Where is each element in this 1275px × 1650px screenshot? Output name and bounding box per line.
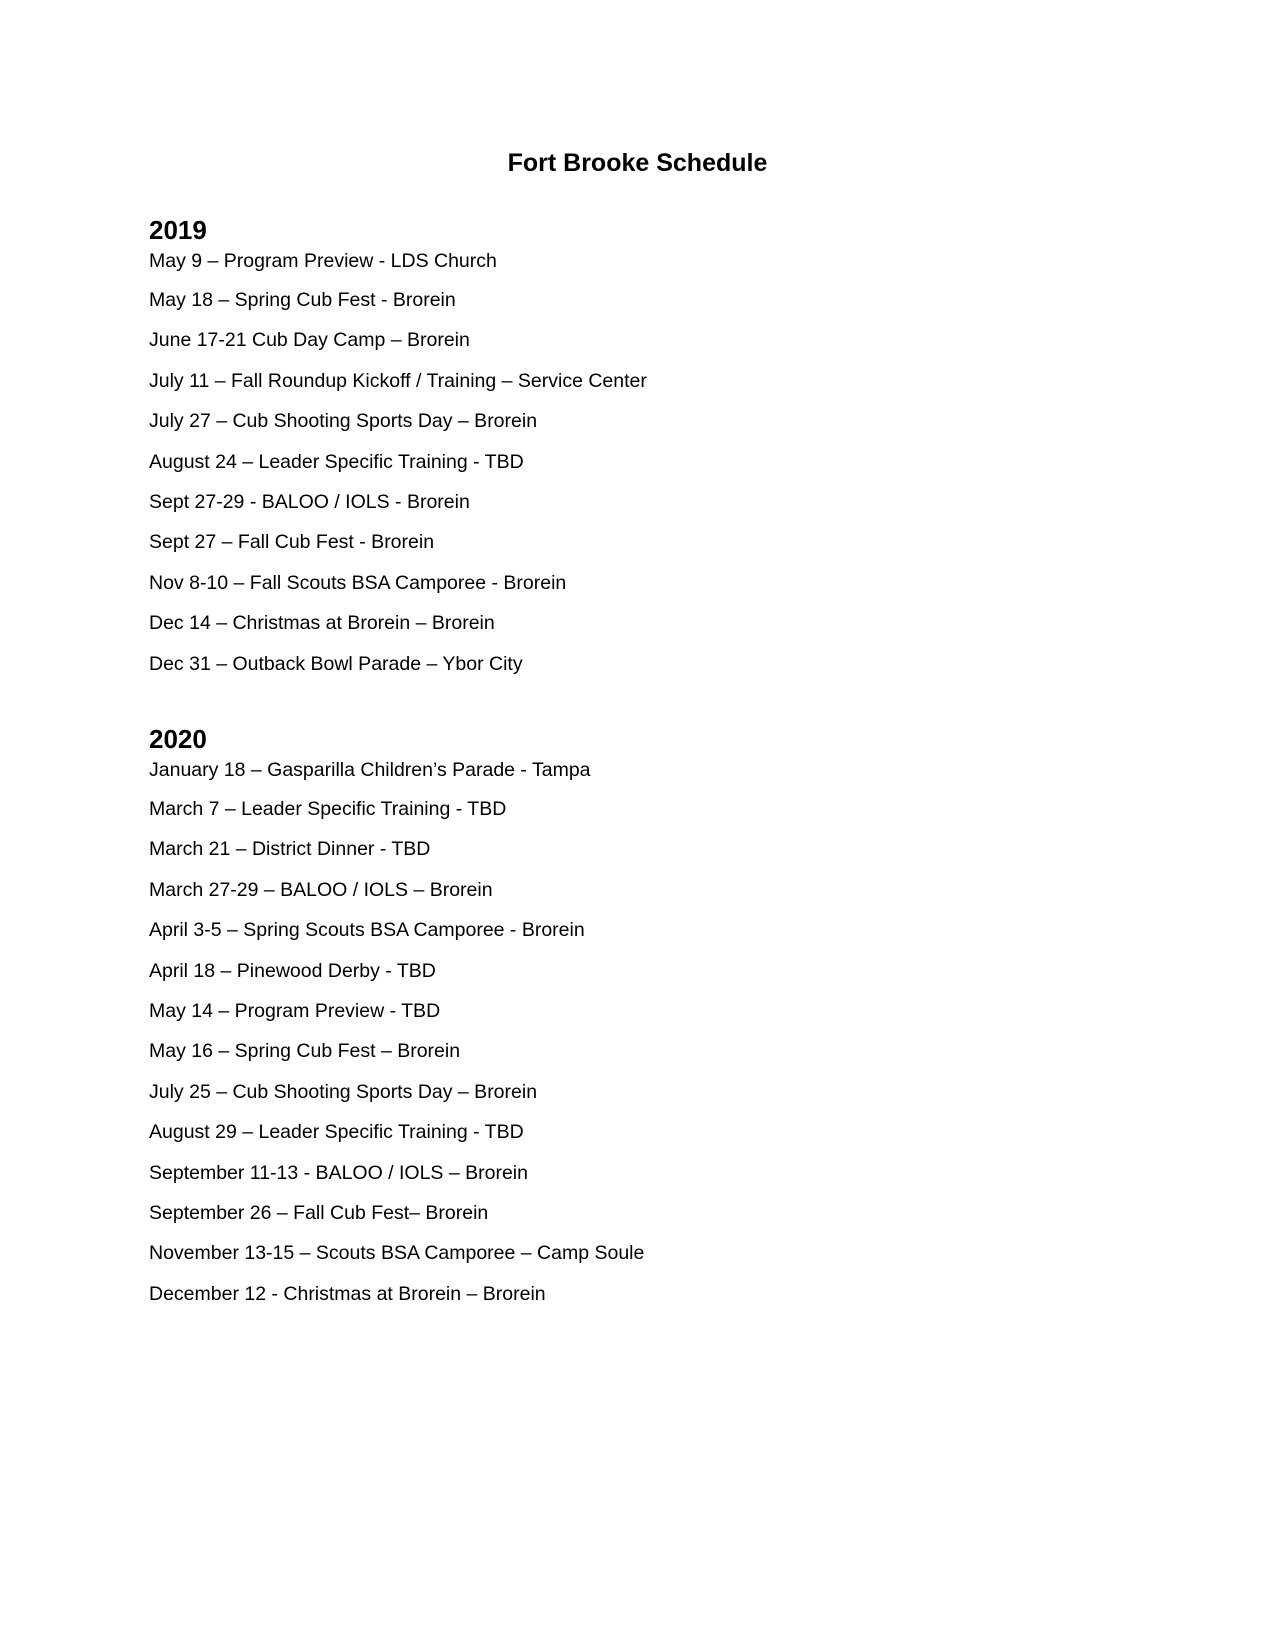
event-item: Dec 31 – Outback Bowl Parade – Ybor City (149, 652, 523, 675)
event-item: Nov 8-10 – Fall Scouts BSA Camporee - Brorein (149, 571, 567, 594)
event-item: September 26 – Fall Cub Fest– Brorein (149, 1201, 489, 1224)
event-item: June 17-21 Cub Day Camp – Brorein (149, 329, 470, 352)
schedule-section-2019 (149, 214, 647, 684)
event-list (149, 755, 644, 1314)
event-item: Dec 14 – Christmas at Brorein – Brorein (149, 612, 495, 635)
event-item: Sept 27 – Fall Cub Fest - Brorein (149, 531, 435, 554)
event-item: April 3-5 – Spring Scouts BSA Camporee - Brorein (149, 919, 585, 942)
event-item: March 27-29 – BALOO / IOLS – Brorein (149, 878, 493, 901)
event-item: December 12 - Christmas at Brorein – Brorein (149, 1282, 546, 1305)
page-title: Fort Brooke Schedule (507, 149, 768, 177)
event-item: August 24 – Leader Specific Training - TBD (149, 450, 524, 473)
event-item: March 7 – Leader Specific Training - TBD (149, 798, 507, 820)
event-item: May 14 – Program Preview - TBD (149, 999, 441, 1022)
event-item: November 13-15 – Scouts BSA Camporee – Camp Soule (149, 1242, 645, 1265)
event-item: July 25 – Cub Shooting Sports Day – Brorein (149, 1080, 538, 1103)
event-item: April 18 – Pinewood Derby - TBD (149, 959, 436, 982)
event-item: May 16 – Spring Cub Fest – Brorein (149, 1040, 461, 1063)
event-item: January 18 – Gasparilla Children’s Parade - Tampa (149, 759, 591, 781)
event-item: May 18 – Spring Cub Fest - Brorein (149, 289, 456, 311)
schedule-section-2020 (149, 723, 644, 1314)
event-item: July 27 – Cub Shooting Sports Day – Brorein (149, 410, 538, 433)
section-year-heading: 2019 (149, 215, 207, 245)
section-year-heading: 2020 (149, 724, 207, 754)
event-item: Sept 27-29 - BALOO / IOLS - Brorein (149, 490, 470, 513)
event-item: May 9 – Program Preview - LDS Church (149, 250, 497, 272)
event-list (149, 246, 647, 684)
event-item: July 11 – Fall Roundup Kickoff / Training – Service Center (149, 369, 647, 392)
event-item: September 11-13 - BALOO / IOLS – Brorein (149, 1161, 528, 1184)
event-item: August 29 – Leader Specific Training - TBD (149, 1121, 524, 1144)
event-item: March 21 – District Dinner - TBD (149, 838, 431, 861)
